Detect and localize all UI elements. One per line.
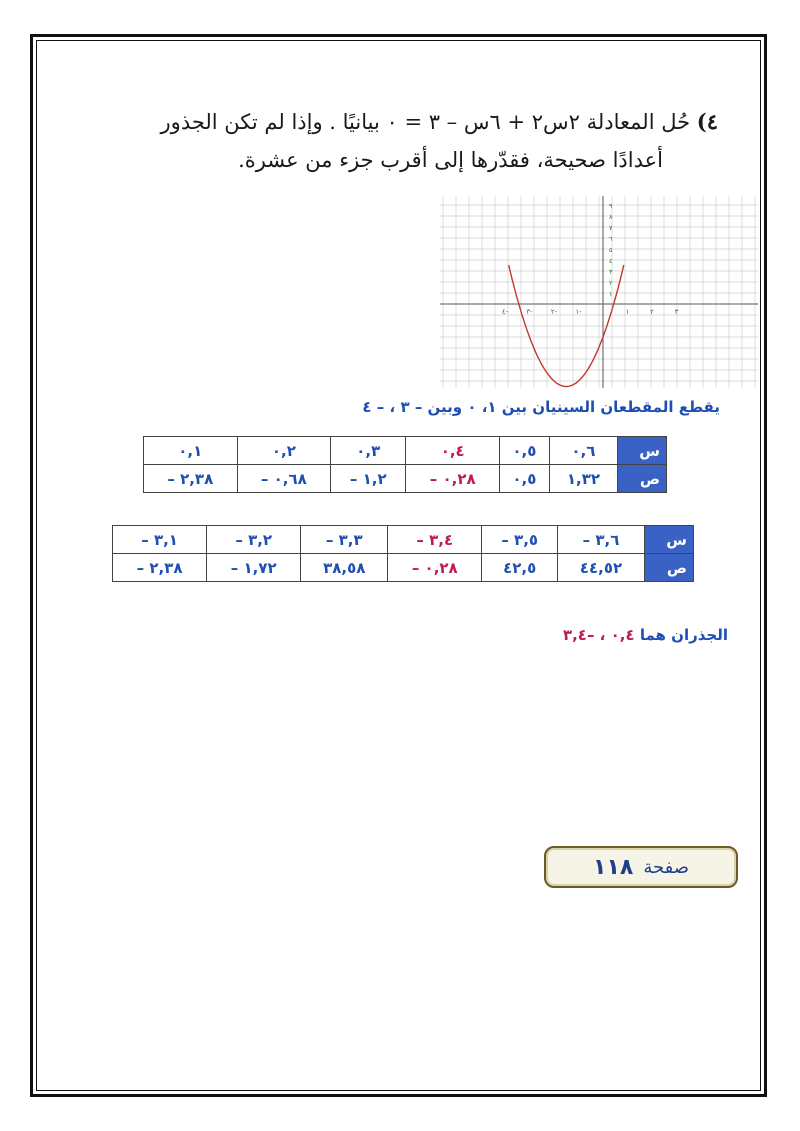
intercepts-note: يقطع المقطعان السينيان بين ١، ٠ وبين – ٣ ، – ٤ (362, 398, 720, 416)
roots-label: الجذران هما (639, 626, 728, 644)
roots-value: ٠,٤ ، –٣,٤ (562, 626, 635, 644)
table-cell-x: ٣,٣ – (301, 526, 388, 554)
y-tick-label: ٤ (609, 257, 613, 265)
problem-text-1: حُل المعادلة ٢س٢ + ٦س – ٣ = ٠ بيانيًا . وإذا لم تكن الجذور (160, 110, 691, 134)
y-header: ص (645, 554, 694, 582)
y-tick-label: ٣ (609, 268, 613, 276)
table-cell-x: ٠,٣ (331, 437, 406, 465)
table-cell-x: ٣,٥ – (482, 526, 558, 554)
table-cell-x: ٣,٢ – (207, 526, 301, 554)
x-tick-label: ٢ (650, 308, 654, 316)
page-number: ١١٨ (593, 854, 634, 880)
table-cell-x: ٠,٥ (499, 437, 549, 465)
x-tick-label: ٢- (550, 308, 558, 316)
table-row-y (144, 465, 667, 493)
table-cell-x: ٠,٤ (406, 437, 500, 465)
problem-number: ٤) (696, 109, 718, 134)
y-tick-label: ١ (609, 290, 613, 298)
graph-y-ticks (609, 202, 613, 298)
table-cell-y: ٤٢,٥ (482, 554, 558, 582)
x-header: س (645, 526, 694, 554)
table-cell-y: ٣٨,٥٨ (301, 554, 388, 582)
table-cell-x: ٠,١ (144, 437, 238, 465)
x-tick-label: ٣ (674, 308, 679, 316)
table-cell-y: ١,٢ – (331, 465, 406, 493)
y-tick-label: ٧ (609, 224, 613, 232)
table-row-x (113, 526, 694, 554)
x-tick-label: ٤- (501, 308, 509, 316)
x-tick-label: ١- (575, 308, 582, 316)
table-cell-x: ٠,٦ (549, 437, 617, 465)
values-table-2 (112, 525, 694, 582)
y-tick-label: ٩ (609, 202, 613, 210)
roots-statement (563, 626, 728, 644)
problem-line-2: أعدادًا صحيحة، فقدّرها إلى أقرب جزء من عشرة. (238, 148, 663, 172)
page-number-badge (544, 846, 738, 888)
values-table-1 (143, 436, 667, 493)
table-cell-x: ٣,٤ – (388, 526, 482, 554)
table-cell-y: ٠,٢٨ – (406, 465, 500, 493)
y-tick-label: ٨ (609, 213, 613, 221)
problem-statement (118, 103, 718, 179)
table-cell-x: ٣,١ – (113, 526, 207, 554)
y-tick-label: ٦ (609, 235, 613, 243)
table-cell-y: ٤٤,٥٢ (558, 554, 645, 582)
x-tick-label: ٣- (526, 308, 533, 316)
table-cell-y: ١,٣٢ (549, 465, 617, 493)
table-cell-y: ٠,٦٨ – (237, 465, 331, 493)
table-cell-x: ٠,٢ (237, 437, 331, 465)
x-header: س (618, 437, 667, 465)
y-header: ص (618, 465, 667, 493)
parabola-graph (440, 196, 758, 388)
y-tick-label: ٢ (609, 279, 613, 287)
table-cell-y: ٢,٣٨ – (144, 465, 238, 493)
table-cell-y: ٠,٥ (499, 465, 549, 493)
table-cell-x: ٣,٦ – (558, 526, 645, 554)
table-cell-y: ١,٧٢ – (207, 554, 301, 582)
table-cell-y: ٢,٣٨ – (113, 554, 207, 582)
x-tick-label: ١ (625, 308, 630, 316)
page-word: صفحة (643, 856, 689, 878)
table-cell-y: ٠,٢٨ – (388, 554, 482, 582)
y-tick-label: ٥ (609, 246, 613, 254)
table-row-x (144, 437, 667, 465)
table-row-y (113, 554, 694, 582)
problem-line-1 (118, 103, 718, 141)
